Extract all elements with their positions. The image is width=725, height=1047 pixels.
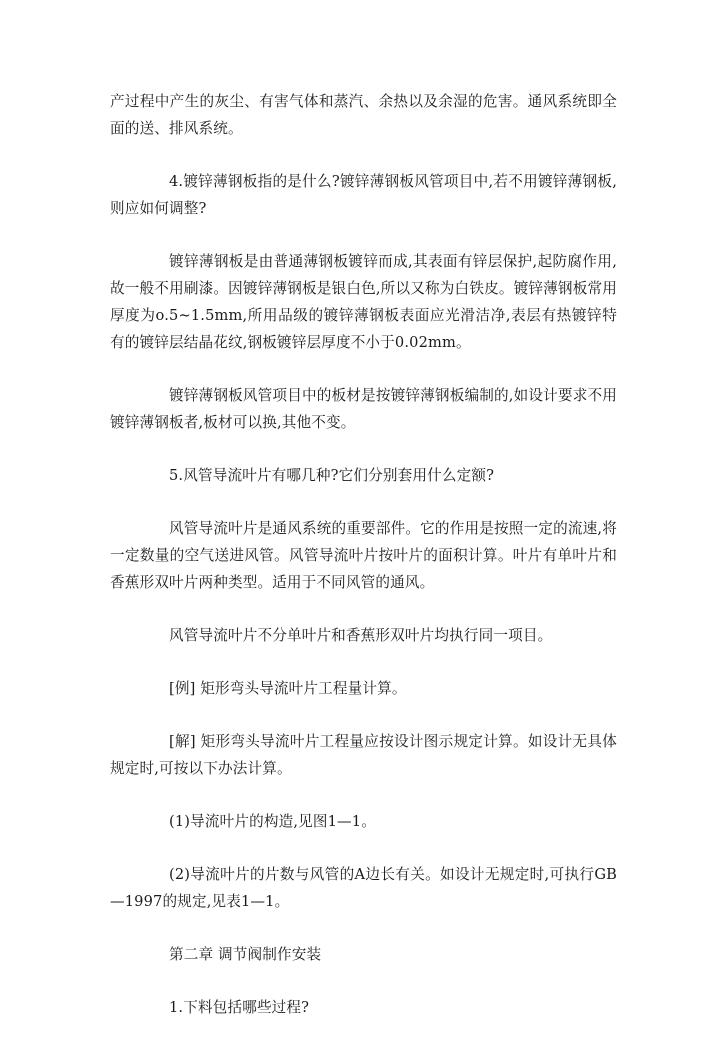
chapter-2-title: 第二章 调节阀制作安装 <box>169 946 322 963</box>
list-item-2: (2)导流叶片的片数与风管的A边长有关。如设计无规定时,可执行GB—1997的规定,见表1—1。 <box>110 866 617 910</box>
list-item-1: (1)导流叶片的构造,见图1—1。 <box>169 813 376 830</box>
question-5-heading: 5.风管导流叶片有哪几种?它们分别套用什么定额? <box>169 467 495 484</box>
paragraph-galvanized-duct-item: 镀锌薄钢板风管项目中的板材是按镀锌薄钢板编制的,如设计要求不用镀锌薄钢板者,板材可以换,其他不变。 <box>110 387 617 431</box>
question-4-heading: 4.镀锌薄钢板指的是什么?镀锌薄钢板风管项目中,若不用镀锌薄钢板,则应如何调整? <box>110 173 617 217</box>
solution-paragraph: [解] 矩形弯头导流叶片工程量应按设计图示规定计算。如设计无具体规定时,可按以下办法计算。 <box>110 733 617 777</box>
example-label: [例] 矩形弯头导流叶片工程量计算。 <box>169 680 407 697</box>
document-body <box>110 88 617 1047</box>
question-1-heading: 1.下料包括哪些过程? <box>169 999 310 1016</box>
paragraph-galvanized-sheet: 镀锌薄钢板是由普通薄钢板镀锌而成,其表面有锌层保护,起防腐作用,故一般不用刷漆。因镀锌薄钢板是银白色,所以又称为白铁皮。镀锌薄钢板常用厚度为o.5~1.5mm,所用品级的镀锌薄钢板表面应光滑洁净,表层有热镀锌特有的镀锌层结晶花纹,钢板镀锌层厚度不小于0.02mm。 <box>110 253 617 351</box>
paragraph-guide-vane-description: 风管导流叶片是通风系统的重要部件。它的作用是按照一定的流速,将一定数量的空气送进风管。风管导流叶片按叶片的面积计算。叶片有单叶片和香蕉形双叶片两种类型。适用于不同风管的通风。 <box>110 520 617 591</box>
paragraph-guide-vane-item: 风管导流叶片不分单叶片和香蕉形双叶片均执行同一项目。 <box>169 627 553 644</box>
paragraph-ventilation-intro: 产过程中产生的灰尘、有害气体和蒸汽、余热以及余湿的危害。通风系统即全面的送、排风系统。 <box>110 93 617 137</box>
